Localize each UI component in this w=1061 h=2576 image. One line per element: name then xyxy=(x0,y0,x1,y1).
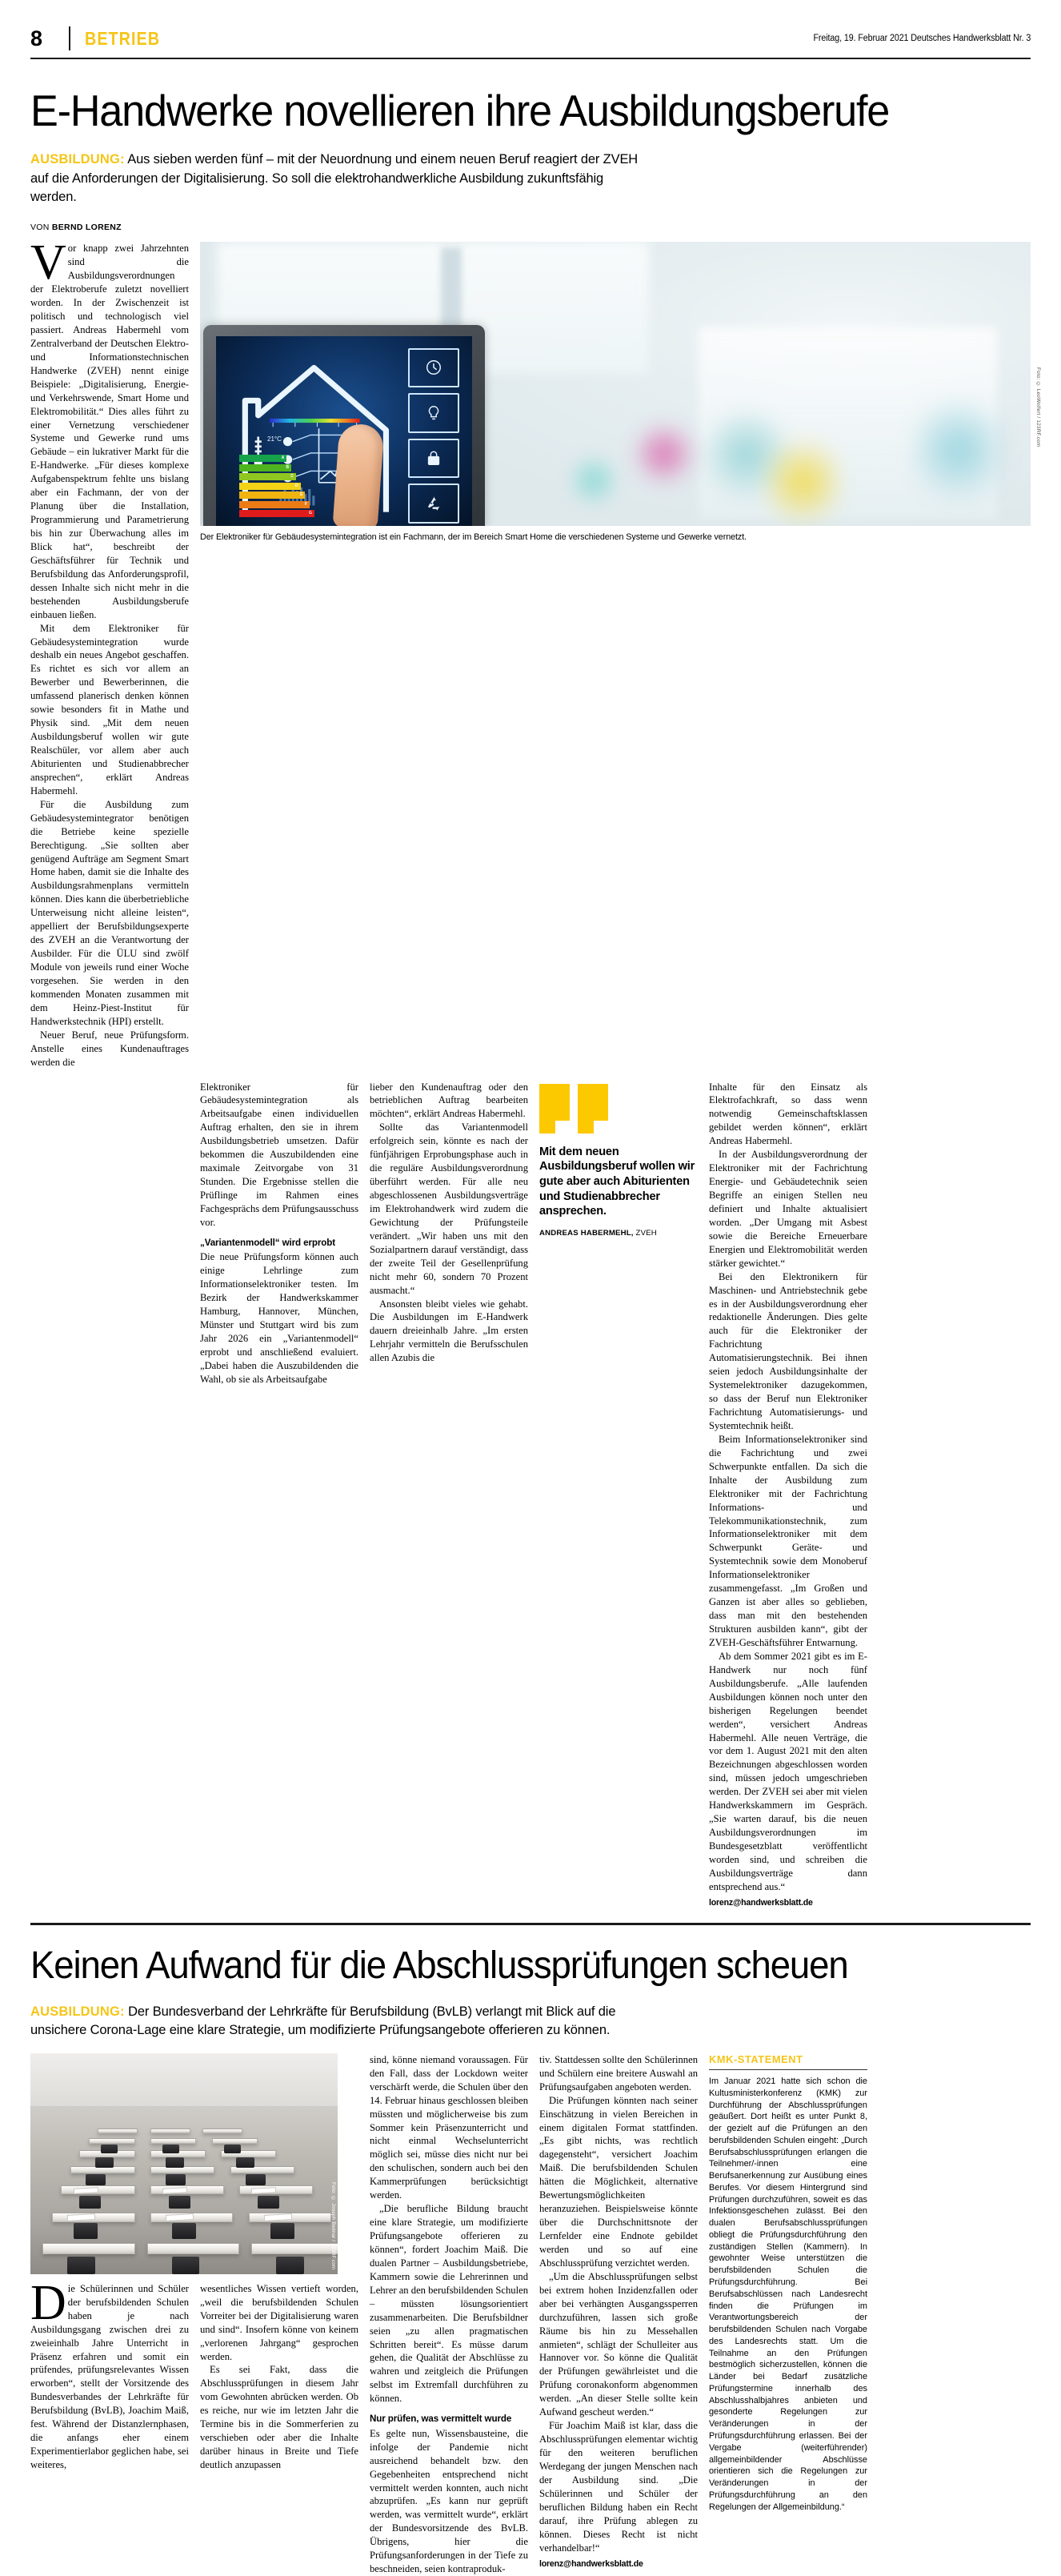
masthead-divider xyxy=(69,26,70,50)
tablet-device xyxy=(203,325,485,526)
article2-col4-p1: tiv. Stattdessen sollte den Schülerinnen und Schülern eine breitere Auswahl an Prüfungsaufgaben angeboten werden. xyxy=(539,2053,698,2092)
recycle-icon[interactable] xyxy=(408,484,459,524)
article1-col3-p1: lieber den Kundenauftrag oder den betrieblichen Auftrag bearbeiten möchten“, erklärt Andreas Habermehl. xyxy=(370,1081,528,1120)
pullquote-text: Mit dem neuen Ausbildungsberuf wollen wir gute aber auch Abiturienten und Studienabbrecher ansprechen. xyxy=(539,1145,695,1218)
article1-col4-p3: Bei den Elektronikern für Maschinen- und Antriebstechnik gebe es in der Ausbildungsverordnung eher redaktionelle Änderungen. Dies gelte auch für die Elektroniker der Fachrichtung Automatisierungstechnik. Bei ihnen seien jedoch Ausbildungsinhalte der Systemelektroniker dazugekommen, so dass der Beruf nun Elektroniker Fachrichtung Automatisierungs- und Systemtechnik heißt. xyxy=(709,1270,867,1431)
photo-credit: Foto: © LeoWolfert / 123RF.com xyxy=(1035,367,1041,447)
article1-body xyxy=(30,235,1041,1908)
byline-author: BERND LORENZ xyxy=(51,223,122,233)
article1-figure xyxy=(200,242,1041,1069)
article2-column-4 xyxy=(539,2053,698,2576)
article2-col3-p2: „Die berufliche Bildung braucht eine klare Strategie, um modifizierte Prüfungsangebote offerieren zu können“, fordert Joachim Maiß. Die dualen Partner – Ausbildungsbetriebe, Kammern sowie die Lehrerinnen und Lehrer an den berufsbildenden Schulen – müssten lösungsorientiert zusammenarbeiten. Die Berufsbildner seien „zu allen pragmatischen Schritten bereit“. Es müsse darum gehen, die Qualität der Abschlüsse zu wahren und zeitgleich die Prüfungen selbst im Extremfall durchführen zu können. xyxy=(370,2203,528,2405)
kmk-body-text: Im Januar 2021 hatte sich schon die Kultusministerkonferenz (KMK) zur Durchführung der Abschlussprüfungen geäußert. Dort heißt es unter Punkt 8, der gezielt auf die Prüfungen an den berufsbildenden Schulen eingeht: „Durch Berufsabschlussprüfungen erlangen die Teilnehmer/-innen eine Berufsanerkennung zur Ausübung eines Berufes. Vor diesem Hintergrund sind Prüfungen durchzuführen, soweit es das Infektionsgeschehen zulässt. Bei den dualen Berufsabschlussprüfungen obliegt die Prüfungsdurchführung den zuständigen Stellen (Kammern). In gewohnter Weise unterstützen die berufsbildenden Schulen die Prüfungsdurchführung. Bei Berufsabschlüssen nach Landesrecht finden die Prüfungen im Verantwortungsbereich der berufsbildenden Schulen nach Vorgabe des Landesrechts statt. Um die Teilnahme an den Prüfungen bestmöglich sicherzustellen, können die Länder bei Bedarf zusätzliche Prüfungstermine innerhalb des Abschlusshalbjahres anbieten und gesonderte Regelungen zur Veränderungen in der Prüfungsdurchführung erlassen. Bei der Vergabe (weiterführender) allgemeinbildender Abschlüsse orientieren sich die Regelungen zur Veränderungen in der Prüfungsdurchführung an den Regelungen der Allgemeinbildung.“ xyxy=(709,2076,867,2512)
tablet-screen xyxy=(216,336,472,526)
article1-col4-p5: Ab dem Sommer 2021 gibt es im E-Handwerk nur noch fünf Ausbildungsberufe. „Alle laufenden Ausbildungen können noch unter den bisherigen Regelungen beendet werden“, versichert Andreas Habermehl. Alle neuen Verträge, die vor dem 1. August 2021 mit den alten Bezeichnungen abgeschlossen worden sind, müssen jedoch umgeschrieben werden. Der ZVEH sei aber mit vielen Handwerkskammern im Gespräch. „Sie warten darauf, bis die neuen Ausbildungsverordnungen im Bundesgesetzblatt veröffentlicht worden sind, und schreiben die Ausbildungsverträge dann entsprechend aus.“ xyxy=(709,1650,867,1892)
article2-left-block xyxy=(30,2053,358,2576)
article2-dropcap: D xyxy=(30,2275,66,2330)
section-label: BETRIEB xyxy=(85,27,161,49)
clock-icon[interactable] xyxy=(408,348,459,388)
newspaper-page xyxy=(0,22,1061,2575)
article1-col4-p4: Beim Informationselektroniker sind die Fachrichtung und zwei Schwerpunkte entfallen. Da sich die Inhalte der Ausbildung zum Elektroniker mit der Fachrichtung Informations- und Telekommunikationstechnik, zum Informationselektroniker mit dem Schwerpunkt Geräte- und Systemtechnik sowie dem Monoberuf Informationselektroniker zusammengefasst. „Im Großen und Ganzen ist aber alles so geblieben, dass man mit den bestehenden Strukturen ausbilden kann“, gibt der ZVEH-Geschäftsführer Entwarnung. xyxy=(709,1433,867,1648)
article1-column-1 xyxy=(30,235,189,1069)
figcaption-text: Der Elektroniker für Gebäudesystemintegration ist ein Fachmann, der im Bereich Smart Home die verschiedenen Systeme und Gewerke vernetzt. xyxy=(200,532,747,543)
page-number: 8 xyxy=(30,26,42,50)
article1-col1-p1: or knapp zwei Jahrzehnten sind die Ausbildungsverordnungen der Elektroberufe zuletzt novelliert worden. In der Zwischenzeit ist politisch und technologisch viel passiert. Andreas Habermehl vom Zentralverband der Deutschen Elektro- und Informationstechnischen Handwerke (ZVEH) nennt einige Beispiele: „Digitalisierung, Energie- und Verkehrswende, Smart Home und Elektromobilität.“ Dies alles führt zu einer Vernetzung verschiedener Systeme und Gewerke rund ums Gebäude – ein lukrativer Markt für die E-Handwerke. „Für dieses komplexe Aufgabenspektrum fehlte uns bislang aber ein Fachmann, der von der Planung über die Installation, Programmierung und Parametrierung bis hin zur Überwachung alles im Blick hat“, beschreibt der Geschäftsführer für Technik und Berufsbildung das Anforderungsprofil, dessen Inhalte sich nicht mehr in die bestehenden Ausbildungsberufe einbauen ließen. xyxy=(30,243,189,620)
article1-column-2 xyxy=(200,1081,358,1908)
article1-col1-p4: Neuer Beruf, neue Prüfungsform. Anstelle eines Kundenauftrages werden die xyxy=(30,1029,189,1068)
article1-email[interactable]: lorenz@handwerksblatt.de xyxy=(709,1897,813,1908)
article2-column-3 xyxy=(370,2053,528,2576)
article2-kicker-label: AUSBILDUNG: xyxy=(30,2004,125,2019)
tablet-icon-column xyxy=(408,348,459,524)
article1-column-3 xyxy=(370,1081,528,1908)
article1-kicker-text: Aus sieben werden fünf – mit der Neuordnung und einem neuen Beruf reagiert der ZVEH auf die Anforderungen der Digitalisierung. So soll die elektrohandwerkliche Ausbildung zukunftsfähig werden. xyxy=(30,152,639,204)
article1-subhead: „Variantenmodell“ wird erprobt xyxy=(200,1237,336,1248)
article1-pullquote xyxy=(539,1081,698,1908)
article2-col4-p2: Die Prüfungen könnten nach seiner Einschätzung in vielen Bereichen in einem digitalen Format stattfinden. „Es gibt nichts, was rechtlich dagegensteht“, versichert Joachim Maiß. Die berufsbildenden Schulen hätten die Möglichkeit, alternative Bewertungsmöglichkeiten heranzuziehen. Beispielsweise könnte über die Durchschnittsnote der Lernfelder eine Endnote gebildet werden und so auf eine Abschlussprüfung verzichtet werden. xyxy=(539,2094,698,2269)
article1-col4-p2: In der Ausbildungsverordnung der Elektroniker mit der Fachrichtung Energie- und Gebäudetechnik seien Begriffe an einigen Stellen neu definiert und Inhalte aktualisiert worden. „Der Umgang mit Asbest sowie die Bereiche Erneuerbare Energien und Elektromobilität werden stärker gewichtet.“ xyxy=(709,1149,867,1269)
kmk-rule xyxy=(709,2069,867,2070)
article2-col4-p3: „Um die Abschlussprüfungen selbst bei extrem hohen Inzidenzfallen oder aber bei verhängten Ausgangssperren durchzuführen, lassen sich große Räume bis hin zu Messehallen anmieten“, schlägt der Schulleiter aus Hannover vor. So könne die Qualität der Prüfungen gewährleistet und die Prüfung coronakonform abgenommen werden. „An dieser Stelle sollte kein Aufwand gescheut werden.“ xyxy=(539,2270,698,2418)
article1-col4-p1: Inhalte für den Einsatz als Elektrofachkraft, so dass wenn notwendig Gemeinschaftsklassen gebildet werden können“, erklärt Andreas Habermehl. xyxy=(709,1081,867,1147)
masthead xyxy=(30,22,1031,59)
article2-headline: Keinen Aufwand für die Abschlussprüfungen scheuen xyxy=(30,1944,848,1987)
byline-prefix: VON xyxy=(30,223,52,233)
article2-kicker-text: Der Bundesverband der Lehrkräfte für Berufsbildung (BvLB) verlangt mit Blick auf die unsichere Corona-Lage eine klare Strategie, um modifizierte Prüfungsangebote offerieren zu können. xyxy=(30,2004,616,2038)
article2-kicker xyxy=(30,2003,639,2040)
article2-col3-p1: sind, könne niemand voraussagen. Für den Fall, dass der Lockdown weiter verschärft werde, die Schulen über den 14. Februar hinaus geschlossen bleiben müssten und möglicherweise bis zum Sommer kein Präsenzunterricht und nicht einmal Wechselunterricht möglich sei, müsse dies nicht nur bei den schulischen, sondern auch bei den Kammerprüfungen berücksichtigt werden. xyxy=(370,2053,528,2201)
article1-col2-p1: Elektroniker für Gebäudesystemintegration als Arbeitsaufgabe einen individuellen Auftrag erhalten, den sie in ihrem Ausbildungsbetrieb umsetzen. Dafür bekommen die Auszubildenden eine maximale Zeitvorgabe von 31 Stunden. Die Ergebnisse stellen die Prüflinge im Rahmen eines Fachgesprächs dem Prüfungsausschuss vor. xyxy=(200,1081,358,1228)
article2-col1-p1: ie Schülerinnen und Schüler der berufsbildenden Schulen haben je nach Ausbildungsgang zwischen drei zu zweieinhalb Jahre Unterricht in Präsenz erfahren und somit ein prüfendes, prüfungsrelevantes Wissen erworben“, stellt der Vorsitzende des Bundesverbandes der Lehrkräfte für Berufsbildung (BvLB), Joachim Maiß, fest. Während der Distanzlernphasen, die anfangs eher einem Experimentierlabor geglichen habe, sei weiteres, xyxy=(30,2282,189,2470)
article2-col2-p1: wesentliches Wissen vertieft worden, „weil die berufsbildenden Schulen Vorreiter bei der Digitalisierung waren und sind“. Insofern könne von keinem „verlorenen Jahrgang“ gesprochen werden. xyxy=(200,2282,358,2362)
article1-col1-p2: Mit dem Elektroniker für Gebäudesystemintegration wurde deshalb ein neues Angebot geschaffen. Es richtet es sich vor allem an Bewerber und Bewerberinnen, die umfassend planerisch denken können sowie besonders fit in Mathe und Physik sind. „Mit dem neuen Ausbildungsberuf wollen wir gute Realschüler, vor allem aber auch Abiturienten und Studienabbrecher ansprechen“, erklärt Andreas Habermehl. xyxy=(30,622,189,796)
article2-subhead: Nur prüfen, was vermittelt wurde xyxy=(370,2413,512,2425)
kmk-body xyxy=(709,2076,867,2513)
article1-kicker-label: AUSBILDUNG: xyxy=(30,152,125,167)
article1-column-4 xyxy=(709,1081,867,1908)
kmk-statement-box xyxy=(709,2053,867,2576)
classroom-photo xyxy=(30,2053,338,2274)
pullquote-author: ANDREAS HABERMEHL, xyxy=(539,1228,634,1238)
article2-column-2 xyxy=(200,2282,358,2472)
article1-col2-p2: Die neue Prüfungsform können auch einige Lehrlinge zum Informationselektroniker testen. Im Bezirk der Handwerkskammer Hamburg, Hannover, München, Münster und Stuttgart wird bis zum Jahr 2026 ein „Variantenmodell“ erprobt und anschließend evaluiert. „Dabei haben die Auszubildenden die Wahl, ob sie als Arbeitsaufgabe xyxy=(200,1251,358,1385)
article1-col3-p3: Ansonsten bleibt vieles wie gehabt. Die Ausbildungen im E-Handwerk dauern dreieinhalb Jahre. „Im ersten Lehrjahr vermitteln die Berufsschulen allen Azubis die xyxy=(370,1298,528,1364)
quote-mark-icon xyxy=(539,1084,610,1134)
pullquote-org: ZVEH xyxy=(633,1228,657,1238)
kmk-title: KMK-STATEMENT xyxy=(709,2052,803,2065)
article2-col2-p2: Es sei Fakt, dass die Abschlussprüfungen in diesem Jahr vom Gewohnten abrücken werden. Ob es reiche, nur wie im letzten Jahr die Termine bis in die Sommerferien zu verschieben oder aber die Inhalte darüber hinaus in Breite und Tiefe deutlich anzupassen xyxy=(200,2364,358,2470)
article2-col4-p4: Für Joachim Maiß ist klar, dass die Abschlussprüfungen elementar wichtig für den weiteren beruflichen Werdegang der jungen Menschen nach der Ausbildung sind. „Die Schülerinnen und Schüler der beruflichen Bildung haben ein Recht darauf, ihre Prüfung ablegen zu können. Dieses Recht ist nicht verhandelbar!“ xyxy=(539,2420,698,2554)
pointing-finger xyxy=(333,423,385,526)
article1-byline xyxy=(30,223,1031,232)
article2 xyxy=(30,1946,1031,2576)
article-divider-rule xyxy=(30,1923,1031,1925)
energy-label-bars: A B C D E F G xyxy=(239,455,316,520)
article1-col3-p2: Sollte das Variantenmodell erfolgreich sein, könnte es nach der fünfjährigen Erprobungsphase auch in die reguläre Ausbildungsverordnung überführt werden. Für alle neu abgeschlossenen Ausbildungsverträge im Elektrohandwerk wird zudem die Gewichtung der Prüfungsteile verändert. „Wir haben uns mit den Sozialpartnern darauf verständigt, dass der zweite Teil der Gesellenprüfung nicht mehr 60, sondern 70 Prozent ausmacht.“ xyxy=(370,1121,528,1296)
article1-col1-p3: Für die Ausbildung zum Gebäudesystemintegrator benötigen die Betriebe keine spezielle Berechtigung. „Sie sollten aber genügend Aufträge am Segment Smart Home haben, damit sie die Inhalte des Ausbildungsrahmenplans vermitteln können. Dies kann die überbetriebliche Unterweisung nicht alleine leisten“, appelliert der Berufsbildungsexperte des ZVEH an die Verantwortung der Ausbilder. Für die ÜLU sind zwölf Module von jeweils rund einer Woche vorgesehen. Sie werden in den kommenden Monaten zusammen mit dem Heinz-Piest-Institut für Handwerkstechnik (HPI) erstellt. xyxy=(30,798,189,1027)
lock-icon[interactable] xyxy=(408,439,459,479)
article2-col3-p3: Es gelte nun, Wissensbausteine, die infolge der Pandemie nicht ausreichend behandelt bzw. den Gegebenheiten entsprechend nicht vermittelt werden konnten, auch nicht abzuprüfen. „Es kann nur geprüft werden, was vermittelt wurde“, erklärt der Bundesvorsitzende des BvLB. Übrigens, hier die Prüfungsanforderungen in der Tiefe zu beschneiden, seien kontraproduk- xyxy=(370,2427,528,2575)
article1-kicker xyxy=(30,150,639,207)
smart-home-tablet-photo xyxy=(200,242,1031,526)
article2-photo-credit: Foto: © Joseph Bednar / 123RF.com xyxy=(330,2181,336,2269)
temperature-readout: 21°C xyxy=(267,435,282,443)
article2-email[interactable]: lorenz@handwerksblatt.de xyxy=(539,2558,643,2569)
lightbulb-icon[interactable] xyxy=(408,393,459,433)
article2-column-1 xyxy=(30,2275,189,2472)
issue-info: Freitag, 19. Februar 2021 Deutsches Handwerksblatt Nr. 3 xyxy=(813,34,1031,43)
dropcap: V xyxy=(30,235,66,291)
pullquote-attribution xyxy=(539,1229,698,1238)
article1-headline: E-Handwerke novellieren ihre Ausbildungsberufe xyxy=(30,86,890,135)
